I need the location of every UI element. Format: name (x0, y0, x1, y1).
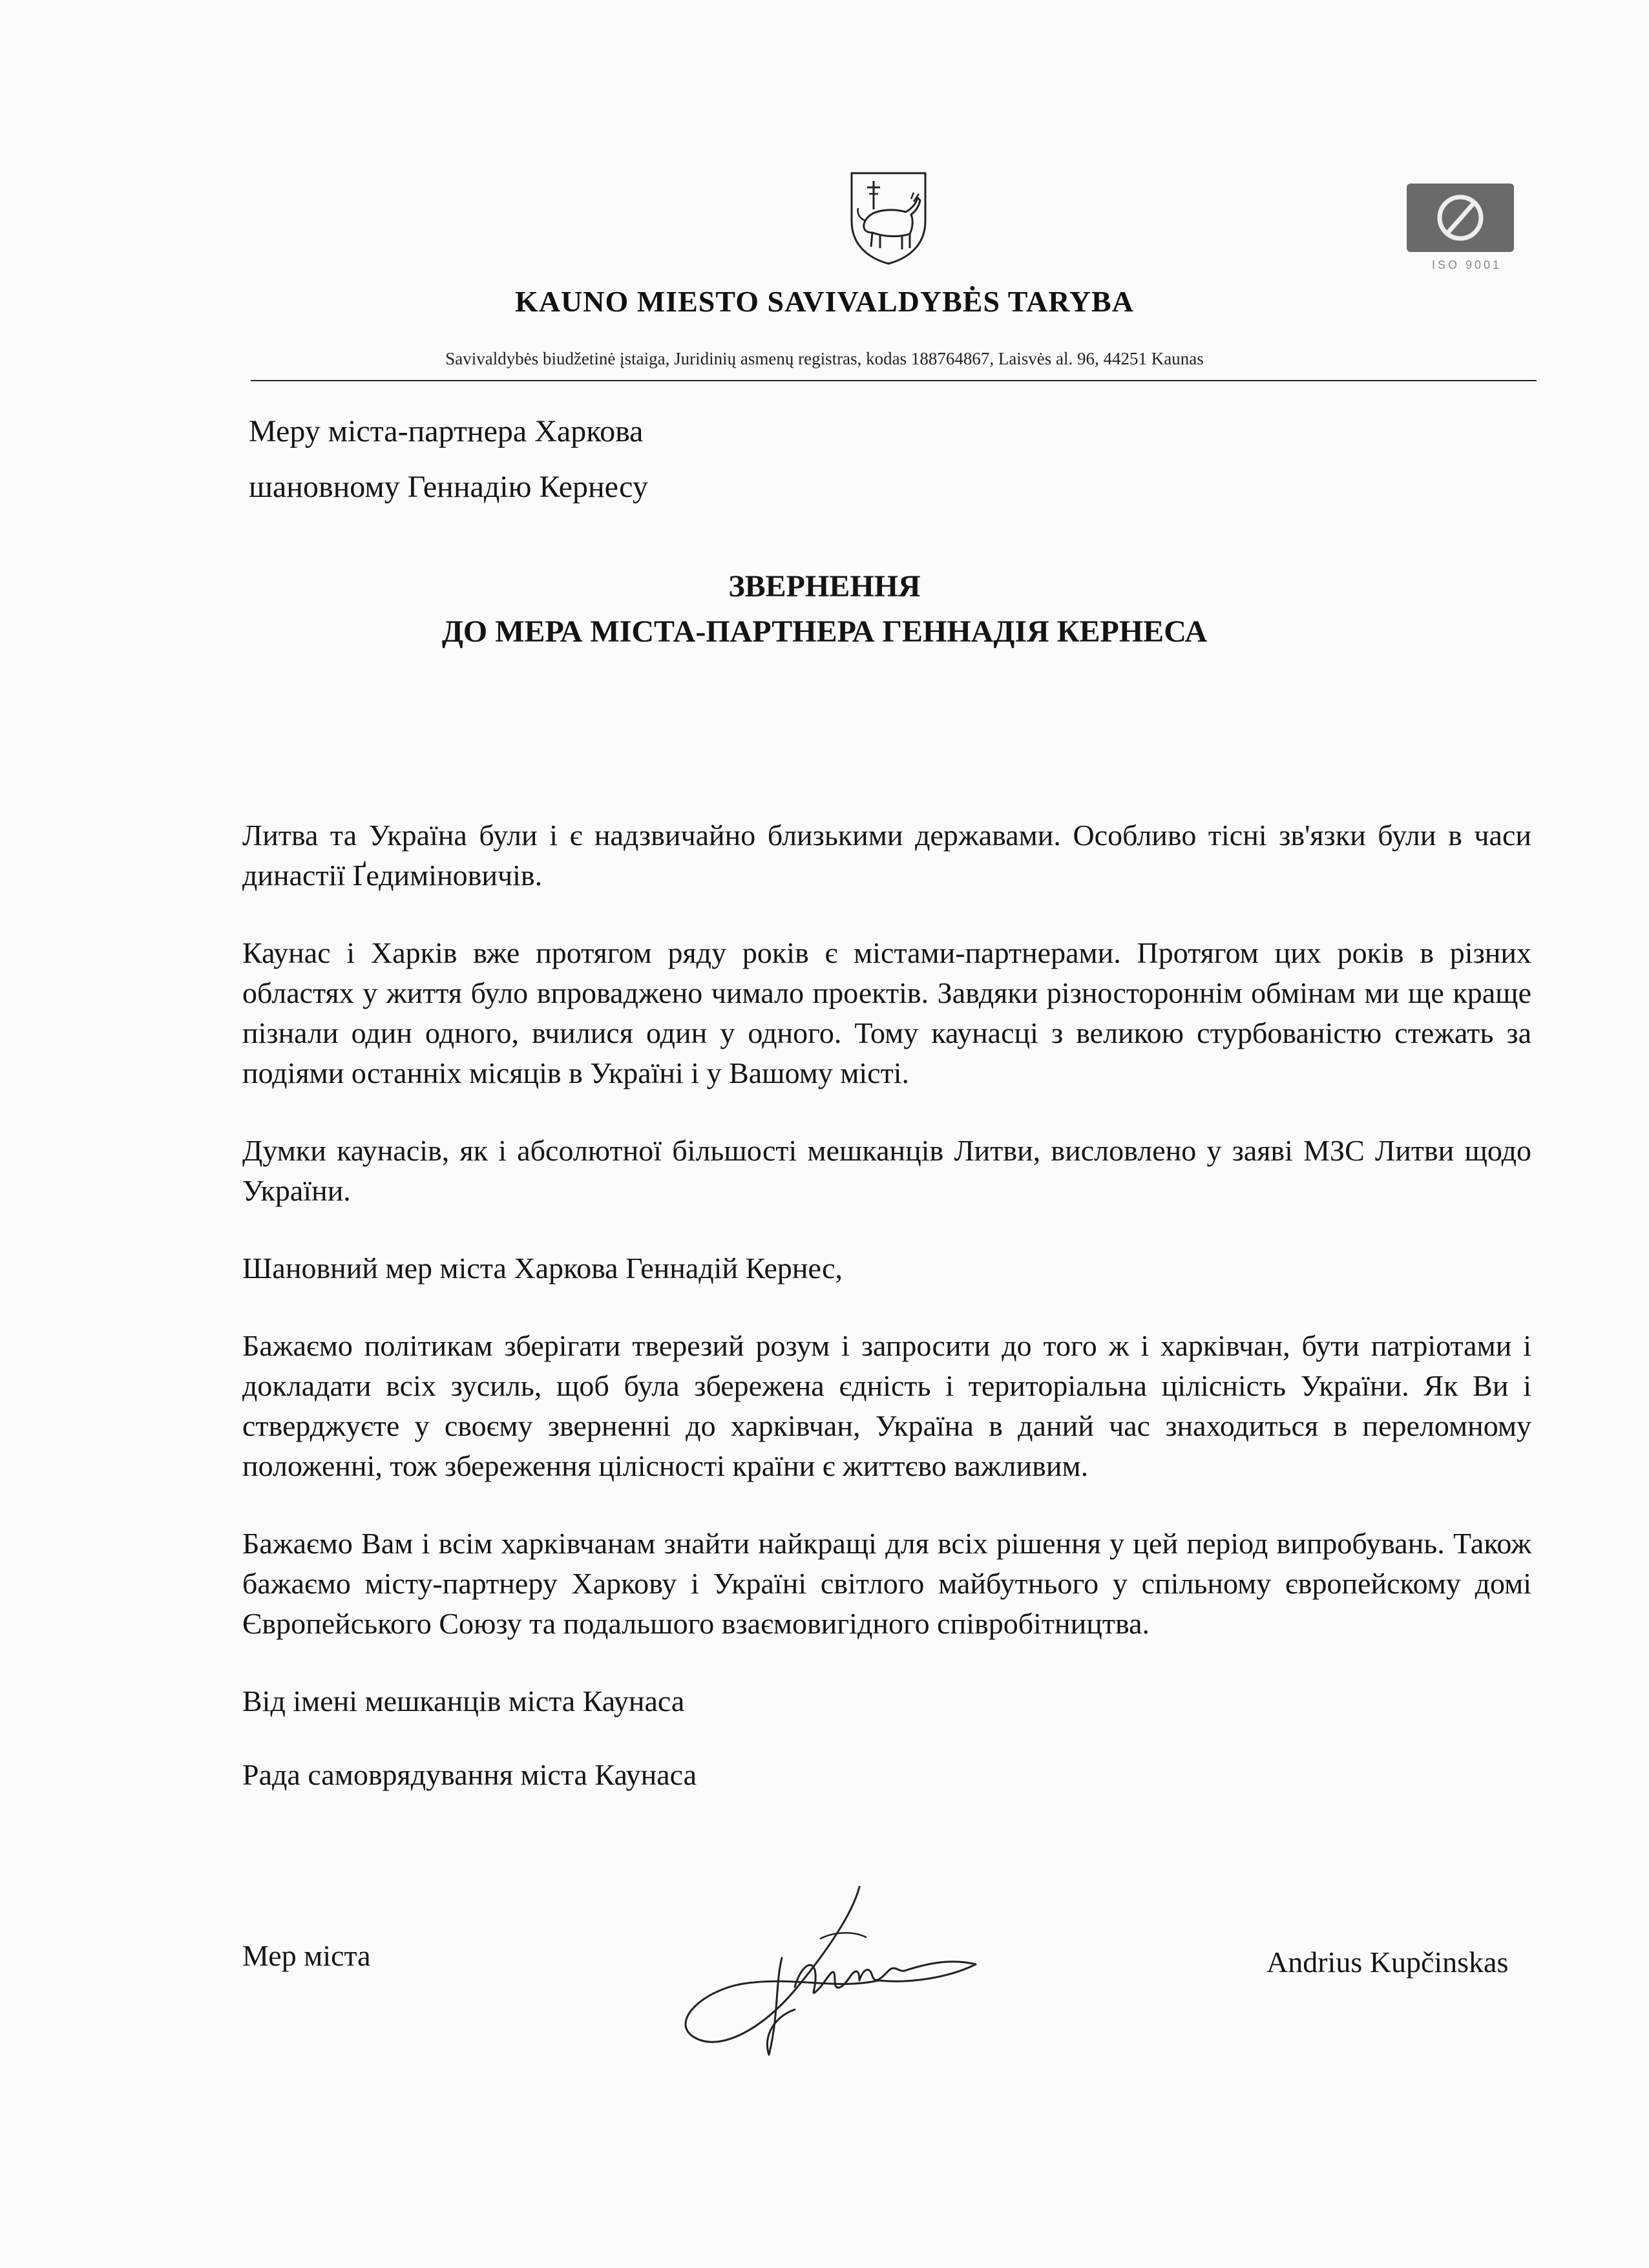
organization-name: KAUNO MIESTO SAVIVALDYBĖS TARYBA (515, 285, 1134, 318)
paragraph: Бажаємо Вам і всім харківчанам знайти найкращі для всіх рішення у цей період випробувань. Також бажаємо місту-партнеру Харкову і Україні світлого майбутнього у спільному європейскому домі Європейського Союзу та подальшого взаємовигідного співробітництва. (242, 1527, 1531, 1640)
addressee-line-1: Меру міста-партнера Харкова (249, 414, 644, 448)
salutation: Шановний мер міста Харкова Геннадій Кернес, (242, 1252, 843, 1285)
handwritten-signature (666, 1861, 1002, 2074)
paragraph: Каунас і Харків вже протягом ряду років є містами-партнерами. Протягом цих років в різних областях у життя було впроваджено чимало проектів. Завдяки різностороннім обмінам ми ще краще пізнали один одного, вчилися один у одного. Тому каунасці з великою стурбованістю стежать за подіями останніх місяців в Україні і у Вашому місті. (242, 936, 1531, 1089)
signer-name: Andrius Kupčinskas (1266, 1946, 1509, 1979)
iso-label: ISO 9001 (1431, 258, 1502, 271)
document-subtitle: ДО МЕРА МІСТА-ПАРТНЕРА ГЕННАДІЯ КЕРНЕСА (441, 614, 1208, 649)
paragraph: Бажаємо політикам зберігати тверезий розум і запросити до того ж і харківчан, бути патріотами і докладати всіх зусиль, щоб була збережена єдність і територіальна цілісність України. Як Ви і стверджуєте у своєму зверненні до харківчан, Україна в даний час знаходиться в переломному положенні, тож збереження цілісності країни є життєво важливим. (242, 1329, 1531, 1482)
iso-certification-logo (1405, 182, 1515, 253)
organization-details: Savivaldybės biudžetinė įstaiga, Juridinių asmenų registras, kodas 188764867, Laisvės al. 96, 44251 Kaunas (445, 349, 1204, 368)
addressee-line-2: шановному Геннадію Кернесу (249, 470, 648, 504)
closing-line: Рада самоврядування міста Каунаса (242, 1758, 697, 1791)
paragraph: Думки каунасів, як і абсолютної більшості мешканців Литви, висловлено у заяві МЗС Литви щодо України. (242, 1134, 1531, 1207)
letter-body (242, 815, 1531, 1832)
header-divider (251, 380, 1537, 381)
signer-position: Мер міста (242, 1939, 371, 1972)
kaunas-coat-of-arms-icon (846, 169, 930, 266)
closing-line: Від імені мешканців міста Каунаса (242, 1685, 685, 1717)
document-title: ЗВЕРНЕННЯ (728, 569, 921, 604)
paragraph: Литва та Україна були і є надзвичайно близькими державами. Особливо тісні зв'язки були в часи династії Ґедиміновичів. (242, 819, 1531, 892)
